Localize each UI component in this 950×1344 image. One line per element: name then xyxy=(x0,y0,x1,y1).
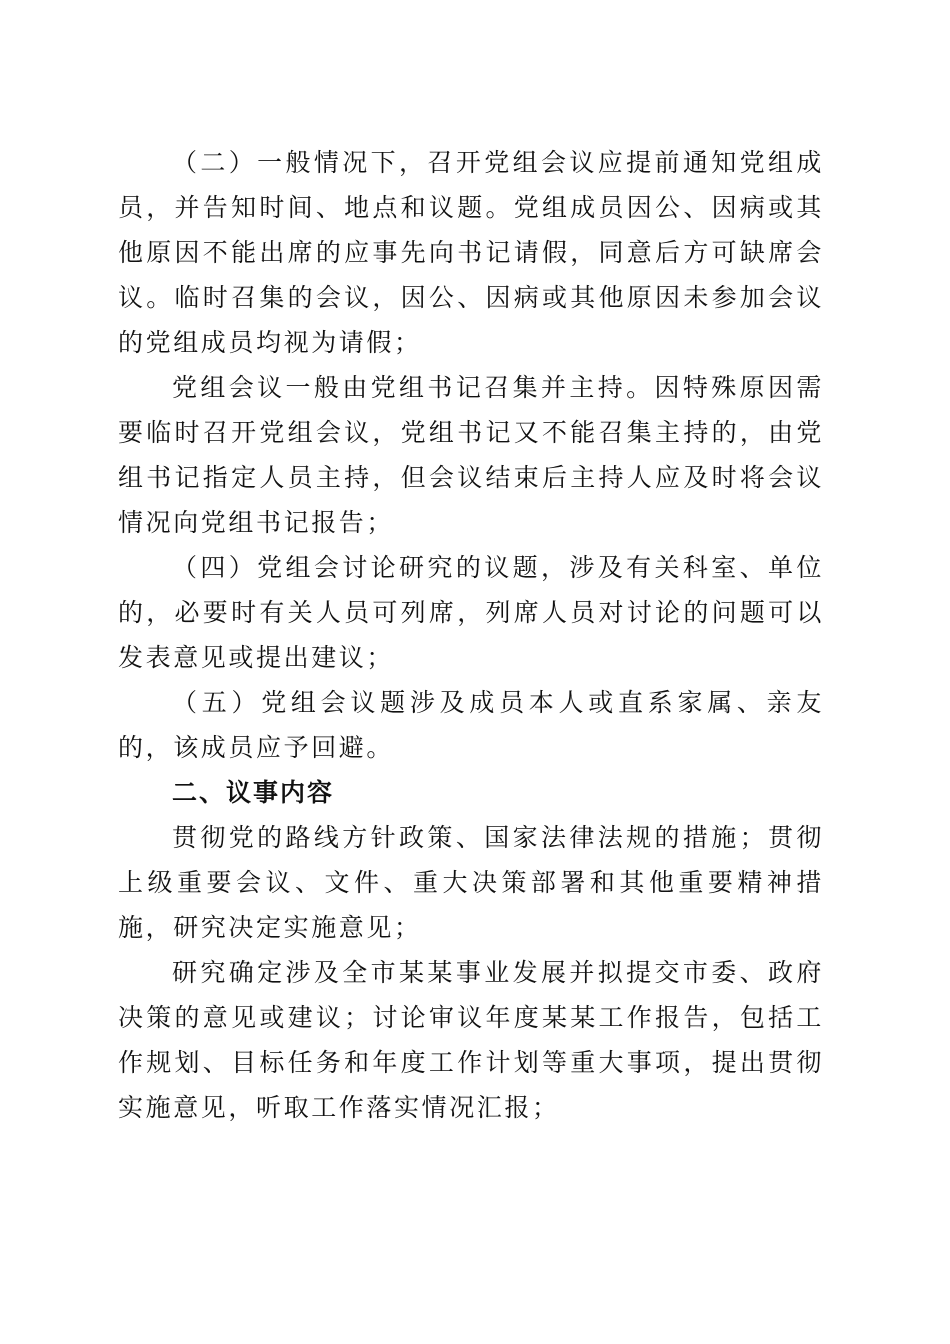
paragraph-attendees: （四）党组会讨论研究的议题，涉及有关科室、单位的，必要时有关人员可列席，列席人员对讨论的问题可以发表意见或提出建议； xyxy=(118,553,824,672)
paragraph-decision-matters: 研究确定涉及全市某某事业发展并拟提交市委、政府决策的意见或建议；讨论审议年度某某工作报告，包括工作规划、目标任务和年度工作计划等重大事项，提出贯彻实施意见，听取工作落实情况汇报； xyxy=(118,958,824,1122)
paragraph-meeting-host: 党组会议一般由党组书记召集并主持。因特殊原因需要临时召开党组会议，党组书记又不能召集主持的，由党组书记指定人员主持，但会议结束后主持人应及时将会议情况向党组书记报告； xyxy=(118,373,824,537)
document-body xyxy=(118,140,824,1130)
section-heading-agenda: 二、议事内容 xyxy=(172,778,335,807)
paragraph-recusal: （五）党组会议题涉及成员本人或直系家属、亲友的，该成员应予回避。 xyxy=(118,688,824,762)
paragraph-notice-attendance: （二）一般情况下，召开党组会议应提前通知党组成员，并告知时间、地点和议题。党组成员因公、因病或其他原因不能出席的应事先向书记请假，同意后方可缺席会议。临时召集的会议，因公、因病或其他原因未参加会议的党组成员均视为请假； xyxy=(118,148,824,357)
paragraph-policy-implementation: 贯彻党的路线方针政策、国家法律法规的措施；贯彻上级重要会议、文件、重大决策部署和其他重要精神措施，研究决定实施意见； xyxy=(118,823,824,942)
